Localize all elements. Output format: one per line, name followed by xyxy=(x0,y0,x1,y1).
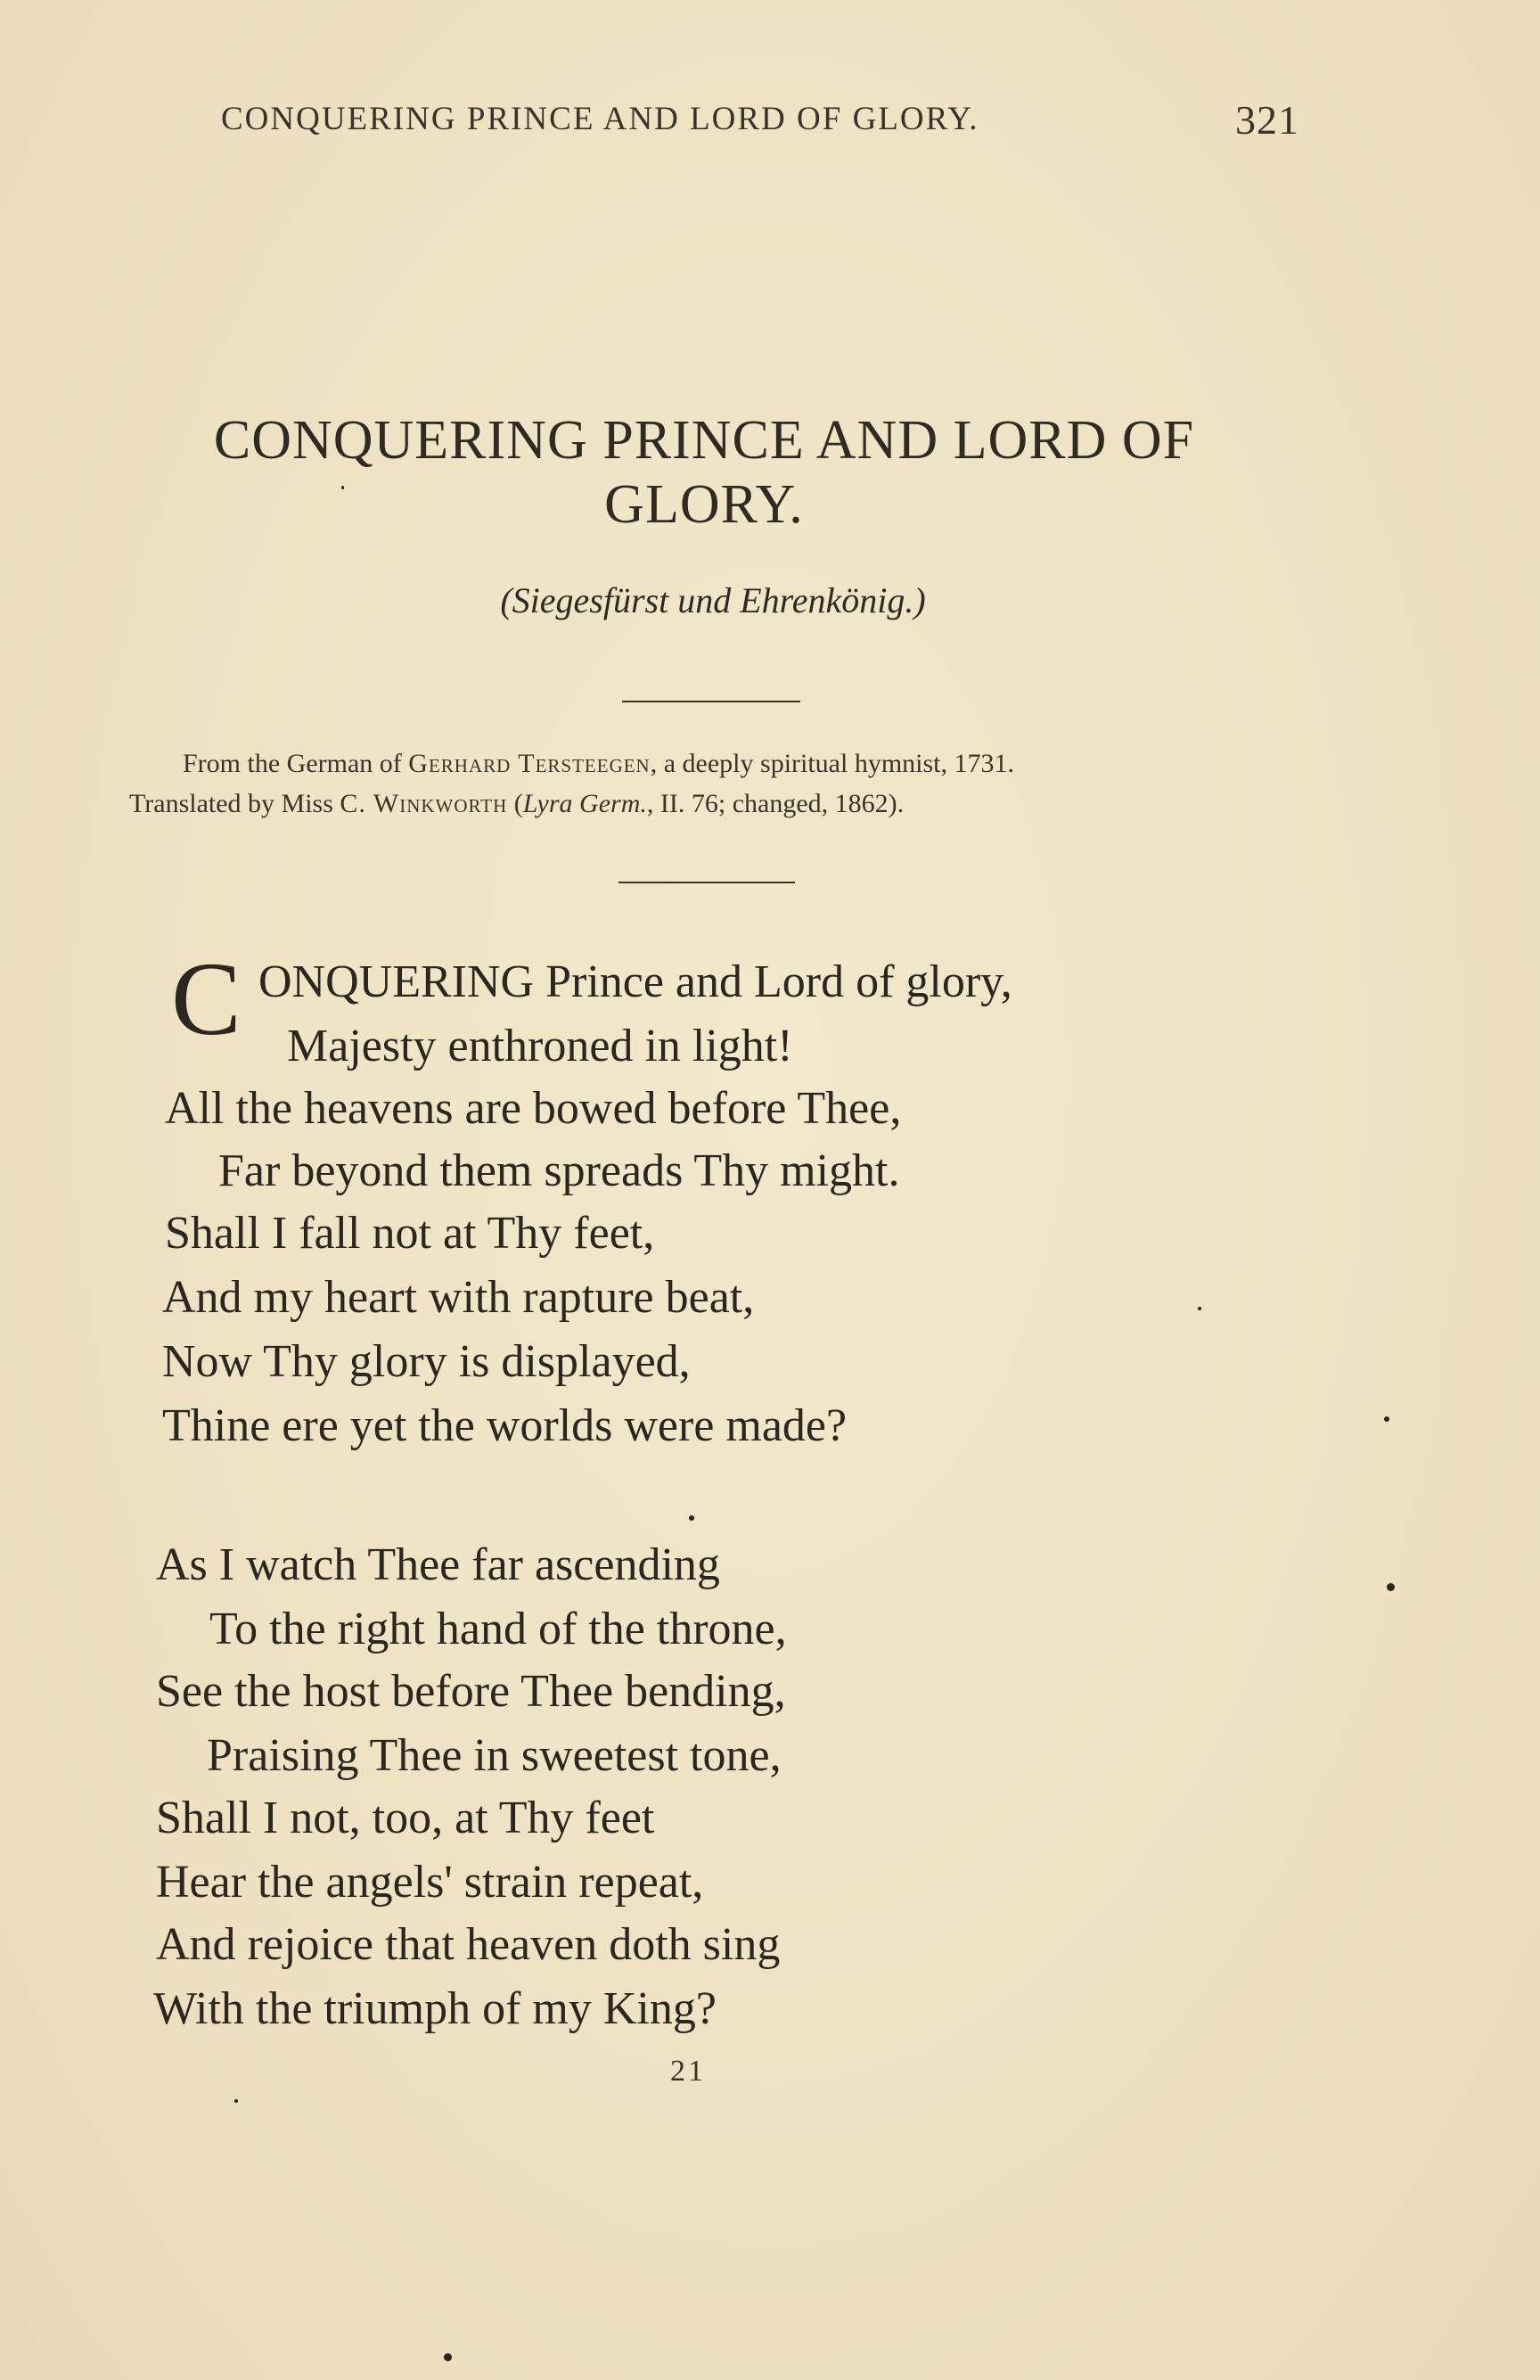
print-speck xyxy=(1198,1307,1201,1310)
source-text: Translated by Miss xyxy=(129,789,340,818)
source-text: ( xyxy=(507,789,523,818)
hymn-title xyxy=(107,408,1301,537)
hymn-title-line-2: GLORY. xyxy=(604,474,804,535)
verse-line: As I watch Thee far ascending xyxy=(156,1539,720,1590)
signature-mark: 21 xyxy=(670,2055,706,2088)
source-text: From the German of xyxy=(183,749,409,778)
print-speck xyxy=(444,2353,452,2361)
source-line-2 xyxy=(129,789,1341,819)
author-name: Gerhard Tersteegen xyxy=(408,749,651,778)
verse-line: Far beyond them spreads Thy might. xyxy=(218,1145,900,1196)
print-speck xyxy=(689,1515,694,1521)
verse-line: Shall I not, too, at Thy feet xyxy=(156,1793,655,1843)
verse-line: Thine ere yet the worlds were made? xyxy=(162,1400,848,1451)
original-title: (Siegesfürst und Ehrenkönig.) xyxy=(500,580,926,620)
verse-line: See the host before Thee bending, xyxy=(156,1666,786,1717)
translator-name: C. Winkworth xyxy=(340,789,508,818)
page-number: 321 xyxy=(1235,97,1299,143)
work-title: Lyra Germ. xyxy=(522,789,647,818)
drop-cap: C xyxy=(171,940,242,1057)
print-speck xyxy=(234,2099,238,2103)
verse-line: To the right hand of the throne, xyxy=(209,1604,787,1654)
print-speck xyxy=(341,486,344,489)
verse-line: Shall I fall not at Thy feet, xyxy=(165,1208,655,1259)
verse-line: Hear the angels' strain repeat, xyxy=(156,1857,704,1908)
hymn-title-line-1: CONQUERING PRINCE AND LORD OF xyxy=(213,410,1195,471)
divider-rule xyxy=(622,701,800,702)
print-speck xyxy=(1387,1583,1395,1591)
verse-line: Now Thy glory is displayed, xyxy=(162,1336,691,1387)
verse-line: Praising Thee in sweetest tone, xyxy=(207,1730,782,1781)
source-line-1 xyxy=(183,749,1395,779)
source-text: , a deeply spiritual hymnist, 1731. xyxy=(650,749,1015,778)
verse-line: All the heavens are bowed before Thee, xyxy=(165,1083,902,1134)
verse-line: ONQUERING Prince and Lord of glory, xyxy=(258,956,1012,1007)
source-text: , II. 76; changed, 1862). xyxy=(646,789,905,818)
verse-line: And my heart with rapture beat, xyxy=(162,1272,755,1323)
verse-line: And rejoice that heaven doth sing xyxy=(156,1919,781,1970)
verse-line: With the triumph of my King? xyxy=(153,1983,717,2034)
divider-rule xyxy=(618,882,795,883)
running-head-title: CONQUERING PRINCE AND LORD OF GLORY. xyxy=(221,101,979,137)
verse-line: Majesty enthroned in light! xyxy=(287,1021,793,1071)
print-speck xyxy=(1384,1416,1389,1422)
